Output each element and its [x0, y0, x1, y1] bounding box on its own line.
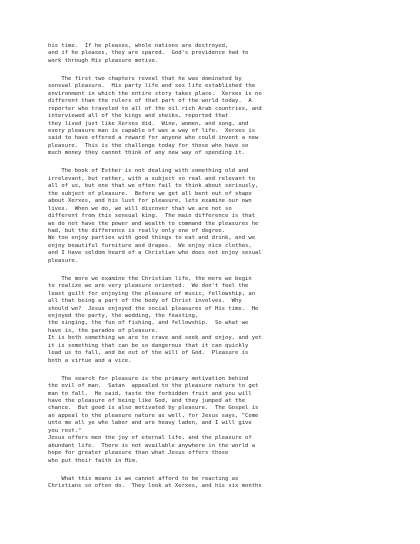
- text-line: irrelevant, but rather, with a subject so real and relevant to: [48, 175, 256, 182]
- text-line: much money they cannot think of any new way of spending it.: [48, 150, 246, 157]
- text-line: reporter who traveled to all of the oil rich Arab countries, and: [48, 105, 262, 112]
- text-line: least guilt for enjoying the pleasure of music, fellowship, an: [48, 290, 256, 297]
- text-line: hope for greater pleasure than what Jesus offers those: [48, 450, 229, 457]
- text-line: should we? Jesus enjoyed the social pleasures of His time. He: [48, 305, 259, 312]
- text-line: pleasure. This is the challenge today for those who have so: [48, 142, 249, 149]
- text-line: we do not have the power and wealth to command the pleasures he: [48, 220, 259, 227]
- text-line: the singing, the fun of fishing, and fellowship. So what we: [48, 320, 249, 327]
- text-line: it is something that can be so dangerous that it can quickly: [48, 342, 249, 349]
- text-line: lives. When we do, we will discover that we are not so: [48, 205, 232, 212]
- text-line: different from this sensual king. The main difference is that: [48, 213, 256, 220]
- text-line: man to fall. He said, taste the forbidden fruit and you will: [48, 390, 252, 397]
- text-line: chance. But good is also motivated by pleasure. The Gospel is: [48, 405, 259, 412]
- paragraph: [48, 43, 408, 65]
- text-line: We too enjoy parties with good things to eat and drink, and we: [48, 235, 256, 242]
- text-line: abundant life. There is not available anywhere in the world a: [48, 442, 256, 449]
- text-line: they lived just like Xerxes did. Wine, women, and song, and: [48, 120, 249, 127]
- paragraph: [48, 76, 408, 158]
- text-line: The first two chapters reveal that he was dominated by: [48, 75, 242, 82]
- text-line: said to have offered a reward for anyone who could invent a new: [48, 135, 259, 142]
- text-line: pleasure.: [48, 257, 79, 264]
- text-line: had, but the difference is really only one of degree.: [48, 227, 225, 234]
- text-line: environment in which the entire story takes place. Xerxes is no: [48, 90, 262, 97]
- text-line: work through His pleasure motive.: [48, 57, 159, 64]
- text-line: sensual pleasure. His party life and sex life established the: [48, 83, 256, 90]
- text-line: The search for pleasure is the primary motivation behind: [48, 375, 249, 382]
- text-line: What this means is we cannot afford to be reacting as: [48, 475, 239, 482]
- text-line: and I have seldom heard of a Christian who does not enjoy sexual: [48, 250, 262, 257]
- text-line: you rest.": [48, 427, 82, 434]
- text-line: about Xerxes, and his lust for pleasure, lets examine our own: [48, 198, 252, 205]
- text-line: all of us, but one that we often fail to think about seriously,: [48, 183, 259, 190]
- paragraph: [48, 376, 408, 465]
- text-line: who put their faith in Him.: [48, 457, 139, 464]
- text-line: and if he pleases, they are spared. God's providence had to: [48, 50, 249, 57]
- text-line: interviewed all of the kings and sheiks, reported that: [48, 113, 229, 120]
- text-line: The more we examine the Christian life, the more we begin: [48, 275, 252, 282]
- paragraph: [48, 276, 408, 365]
- text-line: different than the rulers of that part of the world today. A: [48, 98, 252, 105]
- text-line: the subject of pleasure. Before we get all bent out of shape: [48, 190, 252, 197]
- document-page: [48, 43, 408, 491]
- paragraph: [48, 476, 408, 491]
- text-line: unto me all ye who labor and are heavy laden, and I will give: [48, 420, 252, 427]
- text-line: enjoyed the party, the wedding, the feasting,: [48, 313, 199, 319]
- text-line: It is both something we are to crave and seek and enjoy, and yet: [48, 335, 262, 342]
- text-line: to realize we are very pleasure oriented. We don't feel the: [48, 283, 249, 290]
- text-line: an appeal to the pleasure nature as well, for Jesus says, "Come: [48, 412, 259, 419]
- text-line: have the pleasure of being like God, and they jumped at the: [48, 398, 246, 405]
- text-line: The book of Esther is not dealing with something old and: [48, 168, 249, 175]
- text-line: lead us to fall, and be out of the will of God. Pleasure is: [48, 350, 249, 357]
- text-line: his time. If he pleases, whole nations are destroyed,: [48, 43, 229, 49]
- paragraph: [48, 168, 408, 265]
- text-line: every pleasure man is capable of was a way of life. Xerxes is: [48, 128, 256, 135]
- text-line: all that being a part of the body of Christ involves. Why: [48, 298, 242, 305]
- text-line: Christians so often do. They look at Xerxes, and his six months: [48, 483, 262, 490]
- text-line: enjoy beautiful furniture and drapes. We enjoy nice clothes,: [48, 242, 252, 249]
- text-line: the evil of man. Satan appealed to the pleasure nature to get: [48, 383, 259, 390]
- text-line: Jesus offers men the joy of eternal life, and the pleasure of: [48, 435, 252, 442]
- text-line: have is, the paradox of pleasure.: [48, 327, 159, 334]
- text-line: both a virtue and a vice.: [48, 357, 132, 364]
